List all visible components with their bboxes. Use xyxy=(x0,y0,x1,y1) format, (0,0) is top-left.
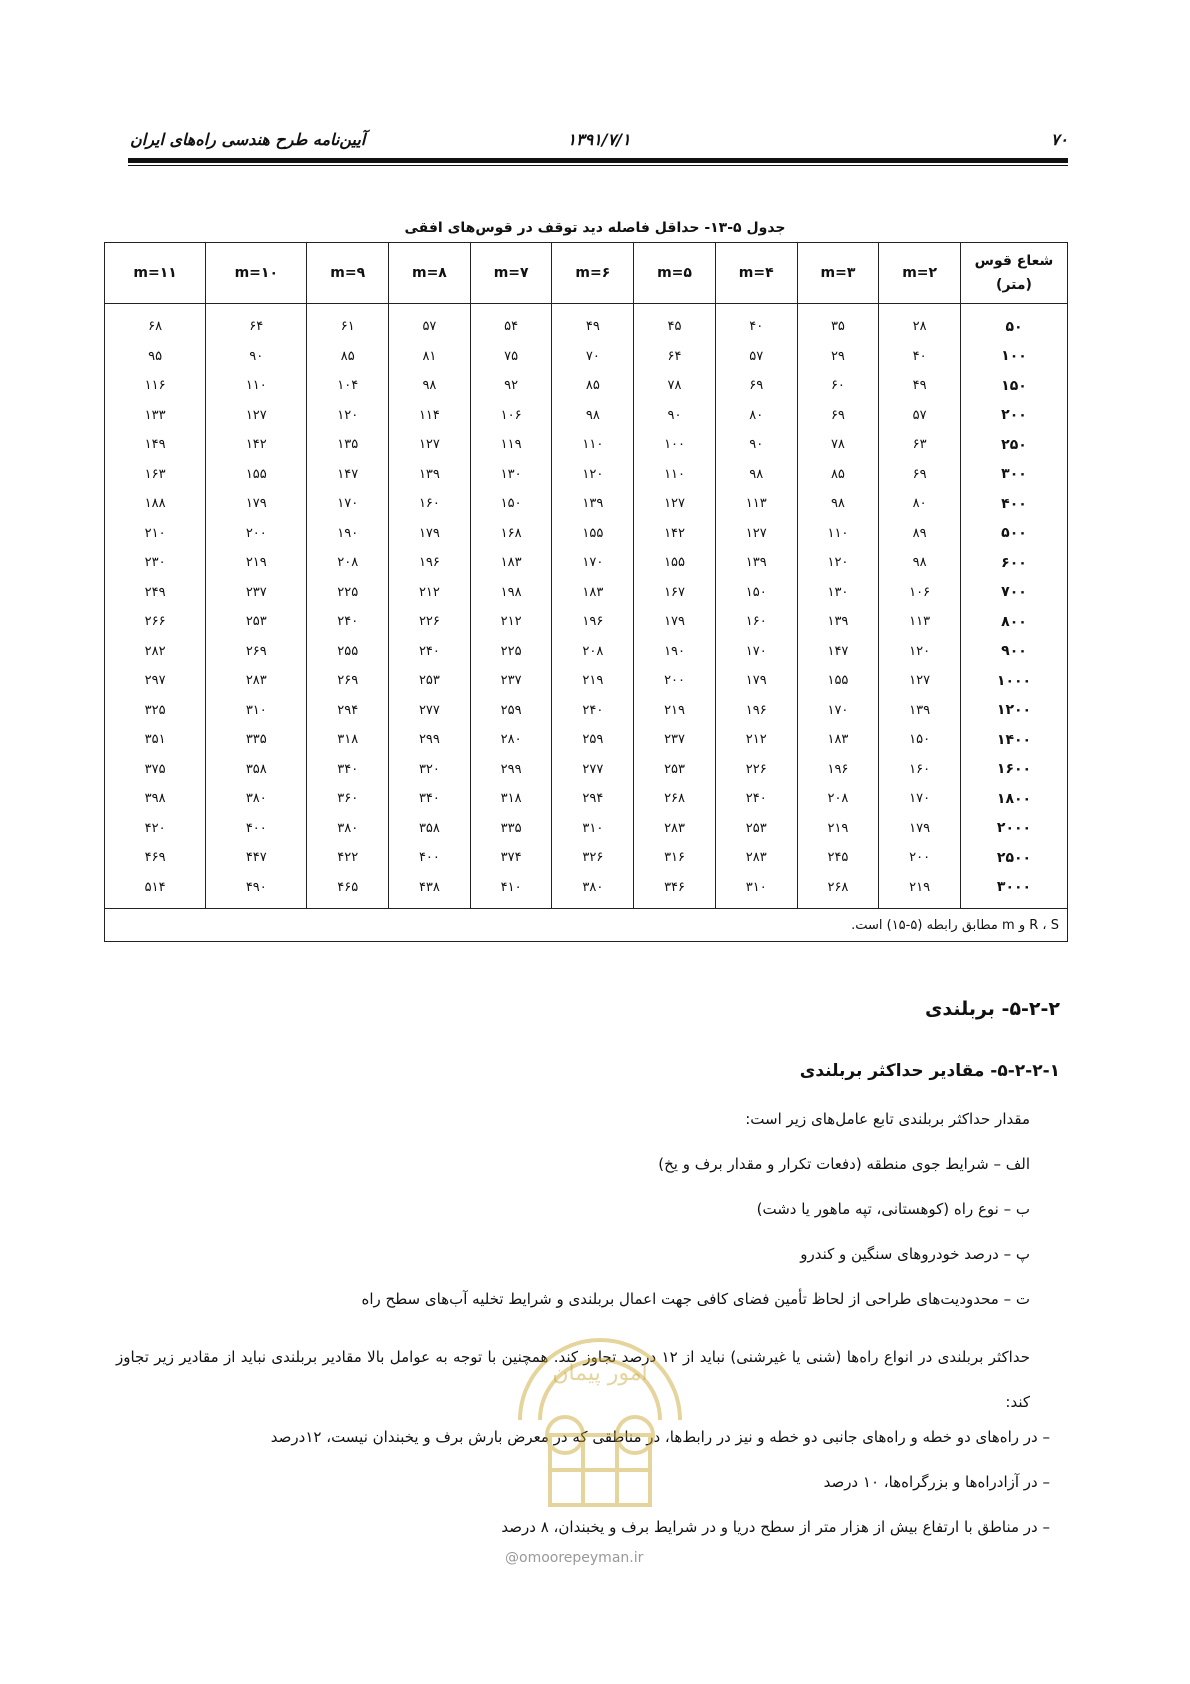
intro-text: مقدار حداکثر بربلندی تابع عامل‌های زیر است: xyxy=(745,1110,1030,1128)
distance-cell: ۳۶۰ xyxy=(307,784,389,814)
m-column-header: m=۹ xyxy=(307,243,389,304)
distance-cell: ۳۱۶ xyxy=(634,843,716,873)
distance-cell: ۱۸۳ xyxy=(470,548,552,578)
distance-cell: ۲۶۸ xyxy=(797,873,879,909)
distance-cell: ۲۷۷ xyxy=(552,755,634,785)
distance-cell: ۱۵۵ xyxy=(206,460,307,490)
distance-cell: ۹۸ xyxy=(879,548,961,578)
distance-cell: ۶۹ xyxy=(879,460,961,490)
distance-cell: ۷۸ xyxy=(634,371,716,401)
distance-cell: ۹۸ xyxy=(552,401,634,431)
distance-cell: ۲۲۶ xyxy=(389,607,471,637)
distance-cell: ۱۰۰ xyxy=(634,430,716,460)
distance-cell: ۱۳۰ xyxy=(470,460,552,490)
distance-cell: ۱۵۰ xyxy=(470,489,552,519)
distance-cell: ۴۰۰ xyxy=(389,843,471,873)
distance-cell: ۴۲۰ xyxy=(105,814,206,844)
page-number: ۷۰ xyxy=(1050,130,1068,149)
distance-cell: ۱۵۵ xyxy=(797,666,879,696)
distance-cell: ۲۱۹ xyxy=(552,666,634,696)
distance-cell: ۱۳۵ xyxy=(307,430,389,460)
distance-cell: ۲۵۵ xyxy=(307,637,389,667)
distance-cell: ۶۱ xyxy=(307,304,389,342)
table-row xyxy=(105,725,1068,755)
distance-cell: ۳۱۸ xyxy=(470,784,552,814)
distance-cell: ۲۴۵ xyxy=(797,843,879,873)
table-row xyxy=(105,578,1068,608)
table-row xyxy=(105,637,1068,667)
distance-cell: ۳۹۸ xyxy=(105,784,206,814)
distance-cell: ۱۱۰ xyxy=(634,460,716,490)
distance-cell: ۱۹۶ xyxy=(389,548,471,578)
table-row xyxy=(105,666,1068,696)
distance-cell: ۲۱۹ xyxy=(206,548,307,578)
distance-cell: ۲۶۶ xyxy=(105,607,206,637)
distance-cell: ۷۰ xyxy=(552,342,634,372)
distance-cell: ۲۲۵ xyxy=(470,637,552,667)
distance-cell: ۳۱۰ xyxy=(552,814,634,844)
radius-cell: ۸۰۰ xyxy=(961,607,1068,637)
distance-cell: ۲۲۶ xyxy=(715,755,797,785)
stopping-sight-distance-table xyxy=(104,242,1068,942)
page-header xyxy=(130,128,1068,154)
factor-item: پ – درصد خودروهای سنگین و کندرو xyxy=(800,1245,1030,1263)
distance-cell: ۱۱۳ xyxy=(879,607,961,637)
table-row xyxy=(105,430,1068,460)
distance-cell: ۹۸ xyxy=(389,371,471,401)
m-column-header: m=۱۱ xyxy=(105,243,206,304)
distance-cell: ۱۷۰ xyxy=(307,489,389,519)
distance-cell: ۵۱۴ xyxy=(105,873,206,909)
distance-cell: ۳۸۰ xyxy=(552,873,634,909)
table-row xyxy=(105,342,1068,372)
distance-cell: ۲۱۹ xyxy=(797,814,879,844)
distance-cell: ۳۲۰ xyxy=(389,755,471,785)
distance-cell: ۲۷۷ xyxy=(389,696,471,726)
table-row xyxy=(105,371,1068,401)
distance-cell: ۱۷۰ xyxy=(552,548,634,578)
radius-cell: ۲۰۰ xyxy=(961,401,1068,431)
distance-cell: ۲۵۳ xyxy=(389,666,471,696)
distance-cell: ۱۱۰ xyxy=(797,519,879,549)
table-row xyxy=(105,607,1068,637)
distance-cell: ۱۲۷ xyxy=(206,401,307,431)
distance-cell: ۴۳۸ xyxy=(389,873,471,909)
distance-cell: ۹۰ xyxy=(206,342,307,372)
distance-cell: ۱۱۰ xyxy=(552,430,634,460)
distance-cell: ۱۲۰ xyxy=(307,401,389,431)
distance-cell: ۲۴۰ xyxy=(307,607,389,637)
factor-item: ب – نوع راه (کوهستانی، تپه ماهور یا دشت) xyxy=(756,1200,1030,1218)
distance-cell: ۲۹۴ xyxy=(552,784,634,814)
distance-cell: ۳۷۵ xyxy=(105,755,206,785)
distance-cell: ۲۱۲ xyxy=(470,607,552,637)
distance-cell: ۱۴۲ xyxy=(206,430,307,460)
distance-cell: ۲۳۷ xyxy=(206,578,307,608)
radius-cell: ۷۰۰ xyxy=(961,578,1068,608)
table-body xyxy=(105,304,1068,909)
distance-cell: ۳۱۰ xyxy=(715,873,797,909)
distance-cell: ۱۶۰ xyxy=(879,755,961,785)
distance-cell: ۸۹ xyxy=(879,519,961,549)
m-column-header: m=۳ xyxy=(797,243,879,304)
distance-cell: ۸۵ xyxy=(307,342,389,372)
distance-cell: ۲۱۲ xyxy=(389,578,471,608)
radius-cell: ۱۰۰ xyxy=(961,342,1068,372)
distance-cell: ۱۷۹ xyxy=(715,666,797,696)
distance-cell: ۲۹۴ xyxy=(307,696,389,726)
distance-cell: ۴۰ xyxy=(879,342,961,372)
distance-cell: ۱۵۰ xyxy=(715,578,797,608)
distance-cell: ۲۳۰ xyxy=(105,548,206,578)
header-date: ۱۳۹۱/۷/۱ xyxy=(567,130,631,149)
distance-cell: ۱۹۶ xyxy=(552,607,634,637)
distance-cell: ۱۰۴ xyxy=(307,371,389,401)
m-column-header: m=۶ xyxy=(552,243,634,304)
radius-cell: ۵۰۰ xyxy=(961,519,1068,549)
m-column-header: m=۴ xyxy=(715,243,797,304)
distance-cell: ۳۴۰ xyxy=(307,755,389,785)
distance-cell: ۲۸۳ xyxy=(634,814,716,844)
watermark-logo xyxy=(495,1310,705,1520)
distance-cell: ۱۲۰ xyxy=(879,637,961,667)
distance-cell: ۳۵۸ xyxy=(206,755,307,785)
distance-cell: ۲۲۵ xyxy=(307,578,389,608)
distance-cell: ۴۵ xyxy=(634,304,716,342)
table-header-row xyxy=(105,243,1068,304)
distance-cell: ۳۴۰ xyxy=(389,784,471,814)
distance-cell: ۲۹ xyxy=(797,342,879,372)
subsection-title: ۵-۲-۲-۱- مقادیر حداکثر بربلندی xyxy=(799,1061,1060,1081)
table-row xyxy=(105,873,1068,909)
factor-item: ت – محدودیت‌های طراحی از لحاظ تأمین فضای کافی جهت اعمال بربلندی و شرایط تخلیه آب‌های سطح راه xyxy=(361,1290,1030,1308)
table-row xyxy=(105,755,1068,785)
table-row xyxy=(105,519,1068,549)
distance-cell: ۳۳۵ xyxy=(206,725,307,755)
radius-cell: ۴۰۰ xyxy=(961,489,1068,519)
distance-cell: ۹۸ xyxy=(797,489,879,519)
distance-cell: ۲۵۹ xyxy=(552,725,634,755)
distance-cell: ۱۵۰ xyxy=(879,725,961,755)
table-note-row xyxy=(105,909,1068,942)
distance-cell: ۱۴۹ xyxy=(105,430,206,460)
distance-cell: ۲۱۹ xyxy=(879,873,961,909)
distance-cell: ۲۸۳ xyxy=(715,843,797,873)
distance-cell: ۱۲۷ xyxy=(879,666,961,696)
distance-cell: ۱۹۰ xyxy=(307,519,389,549)
table-row xyxy=(105,460,1068,490)
distance-cell: ۲۱۲ xyxy=(715,725,797,755)
radius-cell: ۱۴۰۰ xyxy=(961,725,1068,755)
distance-cell: ۲۰۸ xyxy=(307,548,389,578)
distance-cell: ۱۶۷ xyxy=(634,578,716,608)
distance-cell: ۲۰۰ xyxy=(206,519,307,549)
distance-cell: ۱۶۸ xyxy=(470,519,552,549)
table-row xyxy=(105,548,1068,578)
distance-cell: ۴۹ xyxy=(552,304,634,342)
distance-cell: ۲۵۹ xyxy=(470,696,552,726)
limits-paragraph: حداکثر بربلندی در انواع راه‌ها (شنی یا غیرشنی) نباید از ۱۲ درصد تجاوز کند. همچنین با توجه به عوامل بالا مقادیر بربلندی نباید از مقادیر زیر تجاوز کند: xyxy=(116,1348,1030,1411)
distance-cell: ۲۶۹ xyxy=(206,637,307,667)
distance-cell: ۱۳۰ xyxy=(797,578,879,608)
distance-cell: ۱۷۰ xyxy=(797,696,879,726)
radius-cell: ۲۰۰۰ xyxy=(961,814,1068,844)
distance-cell: ۲۳۷ xyxy=(634,725,716,755)
distance-cell: ۱۳۹ xyxy=(879,696,961,726)
distance-cell: ۹۰ xyxy=(715,430,797,460)
distance-cell: ۱۴۷ xyxy=(797,637,879,667)
distance-cell: ۲۵۳ xyxy=(206,607,307,637)
distance-cell: ۱۱۶ xyxy=(105,371,206,401)
distance-cell: ۲۸۰ xyxy=(470,725,552,755)
m-column-header: m=۷ xyxy=(470,243,552,304)
distance-cell: ۱۲۰ xyxy=(552,460,634,490)
distance-cell: ۱۲۷ xyxy=(389,430,471,460)
watermark-url: @omoorepeyman.ir xyxy=(505,1550,644,1566)
distance-cell: ۳۸۰ xyxy=(307,814,389,844)
distance-cell: ۶۳ xyxy=(879,430,961,460)
radius-cell: ۱۶۰۰ xyxy=(961,755,1068,785)
table-row xyxy=(105,814,1068,844)
distance-cell: ۳۳۵ xyxy=(470,814,552,844)
radius-cell: ۱۲۰۰ xyxy=(961,696,1068,726)
distance-cell: ۳۷۴ xyxy=(470,843,552,873)
limit-item: – در مناطق با ارتفاع بیش از هزار متر از سطح دریا و در شرایط برف و یخبندان، ۸ درصد xyxy=(501,1518,1050,1536)
distance-cell: ۱۱۴ xyxy=(389,401,471,431)
distance-cell: ۲۸۲ xyxy=(105,637,206,667)
distance-cell: ۱۶۳ xyxy=(105,460,206,490)
m-column-header: m=۲ xyxy=(879,243,961,304)
distance-cell: ۲۳۷ xyxy=(470,666,552,696)
distance-cell: ۲۹۹ xyxy=(389,725,471,755)
distance-cell: ۳۸۰ xyxy=(206,784,307,814)
distance-cell: ۹۲ xyxy=(470,371,552,401)
distance-cell: ۳۵۱ xyxy=(105,725,206,755)
distance-cell: ۲۸ xyxy=(879,304,961,342)
distance-cell: ۷۵ xyxy=(470,342,552,372)
distance-cell: ۱۱۰ xyxy=(206,371,307,401)
distance-cell: ۱۷۹ xyxy=(879,814,961,844)
distance-cell: ۲۹۹ xyxy=(470,755,552,785)
table-row xyxy=(105,489,1068,519)
distance-cell: ۱۷۹ xyxy=(206,489,307,519)
table-row xyxy=(105,304,1068,342)
distance-cell: ۱۳۹ xyxy=(797,607,879,637)
distance-cell: ۴۶۹ xyxy=(105,843,206,873)
radius-header-unit: (متر) xyxy=(996,277,1032,293)
distance-cell: ۴۰ xyxy=(715,304,797,342)
distance-cell: ۱۹۰ xyxy=(634,637,716,667)
distance-cell: ۱۳۳ xyxy=(105,401,206,431)
distance-cell: ۱۳۹ xyxy=(552,489,634,519)
distance-cell: ۴۹۰ xyxy=(206,873,307,909)
distance-cell: ۸۰ xyxy=(879,489,961,519)
distance-cell: ۱۷۰ xyxy=(715,637,797,667)
distance-cell: ۳۲۶ xyxy=(552,843,634,873)
distance-cell: ۵۷ xyxy=(715,342,797,372)
radius-cell: ۳۰۰ xyxy=(961,460,1068,490)
distance-cell: ۱۶۰ xyxy=(389,489,471,519)
distance-cell: ۲۱۰ xyxy=(105,519,206,549)
distance-cell: ۸۰ xyxy=(715,401,797,431)
distance-cell: ۲۵۳ xyxy=(715,814,797,844)
distance-cell: ۶۸ xyxy=(105,304,206,342)
distance-cell: ۲۸۳ xyxy=(206,666,307,696)
distance-cell: ۸۵ xyxy=(797,460,879,490)
table-row xyxy=(105,401,1068,431)
distance-cell: ۹۰ xyxy=(634,401,716,431)
distance-cell: ۱۹۸ xyxy=(470,578,552,608)
m-column-header: m=۱۰ xyxy=(206,243,307,304)
distance-cell: ۱۵۵ xyxy=(552,519,634,549)
distance-cell: ۱۲۰ xyxy=(797,548,879,578)
distance-cell: ۱۳۹ xyxy=(389,460,471,490)
distance-cell: ۱۷۹ xyxy=(389,519,471,549)
watermark-brand: امور پیمان xyxy=(552,1361,648,1386)
radius-cell: ۲۵۰ xyxy=(961,430,1068,460)
distance-cell: ۸۵ xyxy=(552,371,634,401)
distance-cell: ۸۱ xyxy=(389,342,471,372)
table-row xyxy=(105,784,1068,814)
radius-cell: ۱۸۰۰ xyxy=(961,784,1068,814)
distance-cell: ۹۸ xyxy=(715,460,797,490)
radius-cell: ۳۰۰۰ xyxy=(961,873,1068,909)
radius-column-header xyxy=(961,243,1068,304)
distance-cell: ۴۰۰ xyxy=(206,814,307,844)
table-note: R ، S و m مطابق رابطه (۵-۱۵) است. xyxy=(105,909,1068,942)
distance-cell: ۳۲۵ xyxy=(105,696,206,726)
m-column-header: m=۸ xyxy=(389,243,471,304)
distance-cell: ۲۴۹ xyxy=(105,578,206,608)
distance-cell: ۶۴ xyxy=(206,304,307,342)
distance-cell: ۳۱۰ xyxy=(206,696,307,726)
distance-cell: ۳۵۸ xyxy=(389,814,471,844)
document-title: آیین‌نامه طرح هندسی راه‌های ایران xyxy=(130,130,366,149)
radius-cell: ۹۰۰ xyxy=(961,637,1068,667)
distance-cell: ۶۰ xyxy=(797,371,879,401)
radius-cell: ۱۰۰۰ xyxy=(961,666,1068,696)
distance-cell: ۱۴۲ xyxy=(634,519,716,549)
distance-cell: ۱۳۹ xyxy=(715,548,797,578)
distance-cell: ۱۹۶ xyxy=(715,696,797,726)
limit-item: – در راه‌های دو خطه و راه‌های جانبی دو خطه و نیز در رابط‌ها، در مناطقی که در معرض بارش برف و یخبندان نیست، ۱۲درصد xyxy=(270,1428,1050,1446)
distance-cell: ۴۶۵ xyxy=(307,873,389,909)
distance-cell: ۹۵ xyxy=(105,342,206,372)
m-column-header: m=۵ xyxy=(634,243,716,304)
distance-cell: ۱۶۰ xyxy=(715,607,797,637)
distance-cell: ۴۴۷ xyxy=(206,843,307,873)
distance-cell: ۴۹ xyxy=(879,371,961,401)
distance-cell: ۲۰۰ xyxy=(879,843,961,873)
radius-cell: ۶۰۰ xyxy=(961,548,1068,578)
distance-cell: ۱۴۷ xyxy=(307,460,389,490)
distance-cell: ۱۲۷ xyxy=(715,519,797,549)
distance-cell: ۱۸۳ xyxy=(797,725,879,755)
radius-cell: ۱۵۰ xyxy=(961,371,1068,401)
table-row xyxy=(105,696,1068,726)
distance-cell: ۱۷۰ xyxy=(879,784,961,814)
distance-cell: ۱۹۶ xyxy=(797,755,879,785)
distance-cell: ۲۵۳ xyxy=(634,755,716,785)
distance-cell: ۳۴۶ xyxy=(634,873,716,909)
distance-cell: ۱۷۹ xyxy=(634,607,716,637)
table-caption: جدول ۵-۱۳- حداقل فاصله دید توقف در قوس‌های افقی xyxy=(404,220,786,236)
distance-cell: ۲۴۰ xyxy=(715,784,797,814)
section-title: ۵-۲-۲- بربلندی xyxy=(924,998,1060,1020)
distance-cell: ۱۱۹ xyxy=(470,430,552,460)
distance-cell: ۳۵ xyxy=(797,304,879,342)
distance-cell: ۶۹ xyxy=(715,371,797,401)
header-rule-thin xyxy=(128,165,1068,166)
distance-cell: ۱۵۵ xyxy=(634,548,716,578)
distance-cell: ۲۹۷ xyxy=(105,666,206,696)
radius-cell: ۲۵۰۰ xyxy=(961,843,1068,873)
distance-cell: ۲۶۸ xyxy=(634,784,716,814)
distance-cell: ۲۱۹ xyxy=(634,696,716,726)
radius-header-label: شعاع قوس xyxy=(974,253,1054,269)
distance-cell: ۴۲۲ xyxy=(307,843,389,873)
header-rule-thick xyxy=(128,158,1068,163)
distance-cell: ۲۴۰ xyxy=(552,696,634,726)
distance-cell: ۲۰۸ xyxy=(552,637,634,667)
factor-item: الف – شرایط جوی منطقه (دفعات تکرار و مقدار برف و یخ) xyxy=(658,1155,1030,1173)
distance-cell: ۴۱۰ xyxy=(470,873,552,909)
distance-cell: ۱۸۳ xyxy=(552,578,634,608)
distance-cell: ۲۴۰ xyxy=(389,637,471,667)
distance-cell: ۱۰۶ xyxy=(470,401,552,431)
distance-cell: ۶۹ xyxy=(797,401,879,431)
distance-cell: ۵۷ xyxy=(879,401,961,431)
distance-cell: ۲۰۸ xyxy=(797,784,879,814)
distance-cell: ۱۰۶ xyxy=(879,578,961,608)
limit-item: – در آزادراه‌ها و بزرگراه‌ها، ۱۰ درصد xyxy=(823,1473,1050,1491)
distance-cell: ۲۶۹ xyxy=(307,666,389,696)
distance-cell: ۵۷ xyxy=(389,304,471,342)
radius-cell: ۵۰ xyxy=(961,304,1068,342)
distance-cell: ۵۴ xyxy=(470,304,552,342)
distance-cell: ۶۴ xyxy=(634,342,716,372)
distance-cell: ۱۸۸ xyxy=(105,489,206,519)
distance-cell: ۱۲۷ xyxy=(634,489,716,519)
distance-cell: ۷۸ xyxy=(797,430,879,460)
distance-cell: ۲۰۰ xyxy=(634,666,716,696)
distance-cell: ۱۱۳ xyxy=(715,489,797,519)
table-row xyxy=(105,843,1068,873)
distance-cell: ۳۱۸ xyxy=(307,725,389,755)
